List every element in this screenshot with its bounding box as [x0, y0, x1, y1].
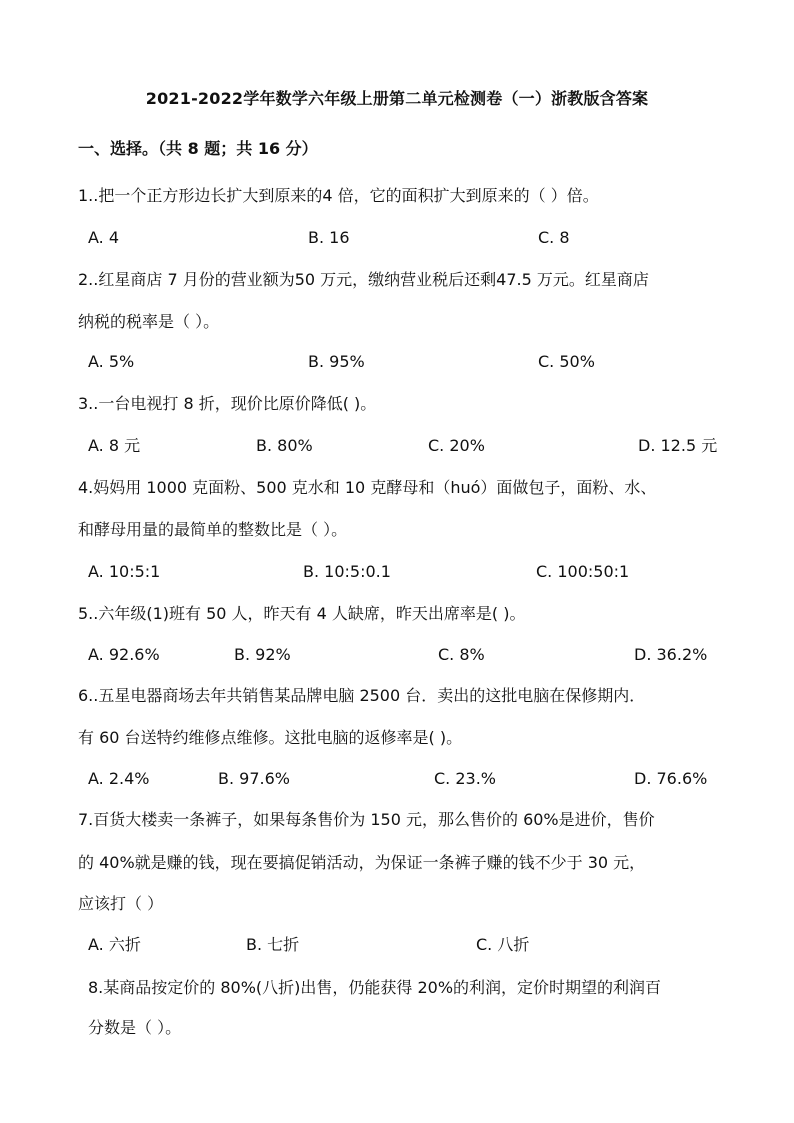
question-4-line-1: 4.妈妈用 1000 克面粉、500 克水和 10 克酵母和（huó）面做包子，面粉、水、 — [78, 478, 657, 497]
question-5-option-b: B. 92% — [234, 645, 291, 664]
question-1-line-1: 1..把一个正方形边长扩大到原来的4 倍，它的面积扩大到原来的（ ）倍。 — [78, 186, 599, 205]
question-5-option-a: A. 92.6% — [88, 645, 160, 664]
question-7-line-2: 的 40%就是赚的钱，现在要搞促销活动，为保证一条裤子赚的钱不少于 30 元， — [78, 853, 646, 872]
question-4-option-b: B. 10:5:0.1 — [303, 562, 391, 581]
question-3-option-b: B. 80% — [256, 436, 313, 455]
question-2-line-2: 纳税的税率是（ ）。 — [78, 312, 220, 331]
question-2-option-b: B. 95% — [308, 352, 365, 371]
question-2-option-c: C. 50% — [538, 352, 595, 371]
question-7-option-a: A. 六折 — [88, 935, 141, 954]
question-5-option-d: D. 36.2% — [634, 645, 708, 664]
question-6-line-2: 有 60 台送特约维修点维修。这批电脑的返修率是( )。 — [78, 728, 463, 747]
question-7-option-c: C. 八折 — [476, 935, 530, 954]
question-6-option-c: C. 23.% — [434, 769, 496, 788]
question-3-line-1: 3..一台电视打 8 折，现价比原价降低( )。 — [78, 394, 377, 413]
question-1-option-b: B. 16 — [308, 228, 350, 247]
question-1-option-a: A. 4 — [88, 228, 120, 247]
question-6-option-b: B. 97.6% — [218, 769, 290, 788]
question-3-option-d: D. 12.5 元 — [638, 436, 718, 455]
question-6-line-1: 6..五星电器商场去年共销售某品牌电脑 2500 台．卖出的这批电脑在保修期内． — [78, 686, 646, 705]
question-6-option-d: D. 76.6% — [634, 769, 708, 788]
question-2-line-1: 2..红星商店 7 月份的营业额为50 万元，缴纳营业税后还剩47.5 万元。红星商店 — [78, 270, 649, 289]
question-4-option-a: A. 10:5:1 — [88, 562, 161, 581]
question-3-option-a: A. 8 元 — [88, 436, 141, 455]
section-heading: 一、选择。（共 8 题；共 16 分） — [78, 139, 318, 158]
question-1-option-c: C. 8 — [538, 228, 570, 247]
question-3-option-c: C. 20% — [428, 436, 485, 455]
question-2-option-a: A. 5% — [88, 352, 135, 371]
question-8-line-2: 分数是（ ）。 — [88, 1018, 182, 1037]
question-7-line-1: 7.百货大楼卖一条裤子，如果每条售价为 150 元，那么售价的 60%是进价，售价 — [78, 810, 655, 829]
question-7-line-3: 应该打（ ） — [78, 894, 164, 913]
document-title: 2021-2022学年数学六年级上册第二单元检测卷（一）浙教版含答案 — [145, 89, 649, 108]
question-5-option-c: C. 8% — [438, 645, 485, 664]
question-8-line-1: 8.某商品按定价的 80%(八折)出售，仍能获得 20%的利润，定价时期望的利润百 — [88, 978, 662, 997]
question-5-line-1: 5..六年级(1)班有 50 人，昨天有 4 人缺席，昨天出席率是( )。 — [78, 604, 526, 623]
question-4-option-c: C. 100:50:1 — [536, 562, 630, 581]
question-4-line-2: 和酵母用量的最简单的整数比是（ ）。 — [78, 520, 348, 539]
question-7-option-b: B. 七折 — [246, 935, 300, 954]
question-6-option-a: A. 2.4% — [88, 769, 150, 788]
